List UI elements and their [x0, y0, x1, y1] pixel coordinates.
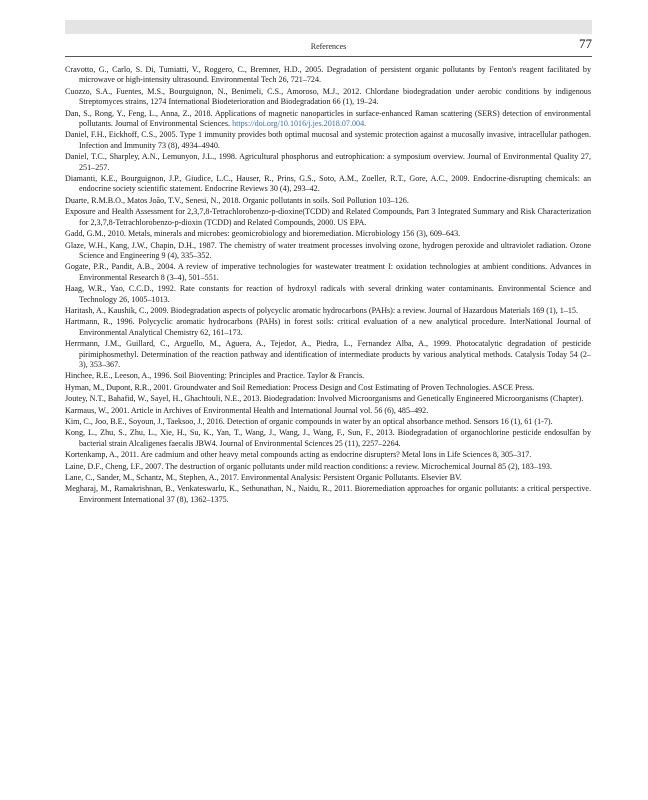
reference-entry [65, 473, 591, 483]
reference-entry [65, 65, 591, 86]
reference-text: Haritash, A., Kaushik, C., 2009. Biodegradation aspects of polycyclic aromatic hydrocarbons (PAHs): a review. Journal of Hazardous Materials 169 (1), 1–15. [65, 305, 579, 315]
reference-entry [65, 306, 591, 316]
page-header [65, 36, 592, 57]
reference-text: Joutey, N.T., Bahafid, W., Sayel, H., Ghachtouli, N.E., 2013. Biodegradation: Involved Microorganisms and Genetically Engineered Microorganisms (Chapter). [65, 394, 584, 404]
reference-entry [65, 406, 591, 416]
reference-entry [65, 207, 591, 228]
reference-text: Hyman, M., Dupont, R.R., 2001. Groundwater and Soil Remediation: Process Design and Cost Estimating of Proven Technologies. ASCE Press. [65, 382, 535, 392]
reference-text: Gadd, G.M., 2010. Metals, minerals and microbes: geomicrobiology and bioremediation. Microbiology 156 (3), 609–643. [65, 229, 461, 239]
page-number: 77 [579, 36, 592, 51]
reference-entry [65, 152, 591, 173]
reference-text: Karmaus, W., 2001. Article in Archives of Environmental Health and International Journal vol. 56 (6), 485–492. [65, 405, 429, 415]
reference-text: Daniel, F.H., Eickhoff, C.S., 2005. Type 1 immunity provides both optimal mucosal and systemic protection against a mucosally invasive, intracellular pathogen. Infection and Immunity 73 (8), 4934–4940. [65, 130, 591, 150]
reference-entry [65, 484, 591, 505]
reference-text: Glaze, W.H., Kang, J.W., Chapin, D.H., 1987. The chemistry of water treatment processes involving ozone, hydrogen peroxide and ultraviolet radiation. Ozone Science and Engineering 9 (4), 335–352. [65, 240, 591, 260]
reference-entry [65, 174, 591, 195]
reference-list [65, 65, 591, 506]
reference-entry [65, 462, 591, 472]
reference-text: Megharaj, M., Ramakrishnan, B., Venkateswarlu, K., Sethunathan, N., Naidu, R., 2011. Bioremediation approaches for organic pollutants: a critical perspective. Environment International 37 (8), 1362–1375. [65, 484, 591, 504]
reference-text: Kong, L., Zhu, S., Zhu, L., Xie, H., Su, K., Yan, T., Wang, J., Wang, J., Wang, F., Sun, F., 2013. Biodegradation of organochlorine pesticide endosulfan by bacterial strain Alcaligenes faecalis JBW4. Journal of Environmental Sciences 25 (11), 2257–2264. [65, 428, 591, 448]
reference-text: Daniel, T.C., Sharpley, A.N., Lemunyon, J.L., 1998. Agricultural phosphorus and eutrophication: a symposium overview. Journal of Environmental Quality 27, 251–257. [65, 152, 591, 172]
reference-entry [65, 383, 591, 393]
reference-entry [65, 229, 591, 239]
reference-entry [65, 317, 591, 338]
reference-text: Exposure and Health Assessment for 2,3,7,8-Tetrachlorobenzo-p-dioxine(TCDD) and Related Compounds, Part 3 Integrated Summary and Risk Characterization for 2,3,7,8-Tetrachlorobenzo-p-dioxin (TCDD) and Related Compounds, 2000. US EPA. [65, 207, 591, 227]
reference-entry [65, 130, 591, 151]
running-title: References [310, 42, 347, 51]
reference-entry [65, 371, 591, 381]
reference-entry [65, 87, 591, 108]
reference-entry [65, 109, 591, 130]
reference-text: Diamanti, K.E., Bourguignon, J.P., Giudice, L.C., Hauser, R., Prins, G.S., Soto, A.M., Zoeller, R.T., Gore, A.C., 2009. Endocrine-disrupting chemicals: an endocrine society scientific statement. Endocrine Reviews 30 (4), 293–42. [65, 174, 591, 194]
reference-entry [65, 394, 591, 404]
reference-text: Laine, D.F., Cheng, I.F., 2007. The destruction of organic pollutants under mild reaction conditions: a review. Microchemical Journal 85 (2), 183–193. [65, 461, 552, 471]
reference-text: Herrmann, J.M., Guillard, C., Arguello, M., Aguera, A., Tejedor, A., Piedra, L., Fernandez Alba, A., 1999. Photocatalytic degradation of pesticide pirimiphosmethyl. Determination of the reaction pathway and identification of intermediate products by various analytical methods. Catalysis Today 54 (2–3), 353–367. [65, 339, 591, 369]
reference-text: Cuozzo, S.A., Fuentes, M.S., Bourguignon, N., Benimeli, C.S., Amoroso, M.J., 2012. Chlordane biodegradation under aerobic conditions by indigenous Streptomyces strains, 1274 International Biodeterioration and Biodegradation 66 (1), 19–24. [65, 86, 591, 107]
reference-text: Haag, W.R., Yao, C.C.D., 1992. Rate constants for reaction of hydroxyl radicals with several drinking water contaminants. Environmental Science and Technology 26, 1005–1013. [65, 284, 591, 304]
reference-text: Duarte, R.M.B.O., Matos João, T.V., Senesi, N., 2018. Organic pollutants in soils. Soil Pollution 103–126. [65, 195, 409, 205]
reference-entry [65, 196, 591, 206]
reference-text: Cravotto, G., Carlo, S. Di, Tumiatti, V., Roggero, C., Bremner, H.D., 2005. Degradation of persistent organic pollutants by Fenton's reagent facilitated by microwave or high-intensity ultrasound. Environmental Tech 26, 721–724. [65, 65, 591, 85]
reference-entry [65, 284, 591, 305]
reference-text: Dan, S., Rong, Y., Feng, L., Anna, Z., 2018. Applications of magnetic nanoparticles in surface-enhanced Raman scattering (SERS) detection of environmental pollutants. Journal of Environmental Sciences. [65, 108, 591, 129]
reference-entry [65, 339, 591, 370]
top-grey-bar [65, 20, 592, 34]
reference-text: Hartmann, R., 1996. Polycyclic aromatic hydrocarbons (PAHs) in forest soils: critical evaluation of a new analytical procedure. InterNational Journal of Environmental Analytical Chemistry 62, 161–173. [65, 317, 591, 337]
reference-text: Hinchee, R.E., Leeson, A., 1996. Soil Bioventing: Principles and Practice. Taylor & Francis. [65, 371, 365, 381]
reference-text: Kim, C., Joo, B.E., Soyoun, J., Taeksoo, J., 2016. Detection of organic compounds in water by an optical absorbance method. Sensors 16 (1), 61 (1-7). [65, 417, 553, 426]
reference-text: Gogate, P.R., Pandit, A.B., 2004. A review of imperative technologies for wastewater treatment I: oxidation technologies at ambient conditions. Advances in Environmental Research 8 (3–4), 501–551. [65, 262, 591, 282]
reference-entry [65, 417, 591, 427]
doi-link[interactable]: https://doi.org/10.1016/j.jes.2018.07.004. [232, 119, 367, 129]
reference-entry [65, 450, 591, 460]
reference-entry [65, 428, 591, 449]
reference-entry [65, 241, 591, 262]
reference-entry [65, 262, 591, 283]
reference-text: Kortenkamp, A., 2011. Are cadmium and other heavy metal compounds acting as endocrine disrupters? Metal Ions in Life Sciences 8, 305–317. [65, 450, 532, 460]
reference-text: Lane, C., Sander, M., Schantz, M., Stephen, A., 2017. Environmental Analysis: Persistent Organic Pollutants. Elsevier BV. [65, 473, 462, 483]
